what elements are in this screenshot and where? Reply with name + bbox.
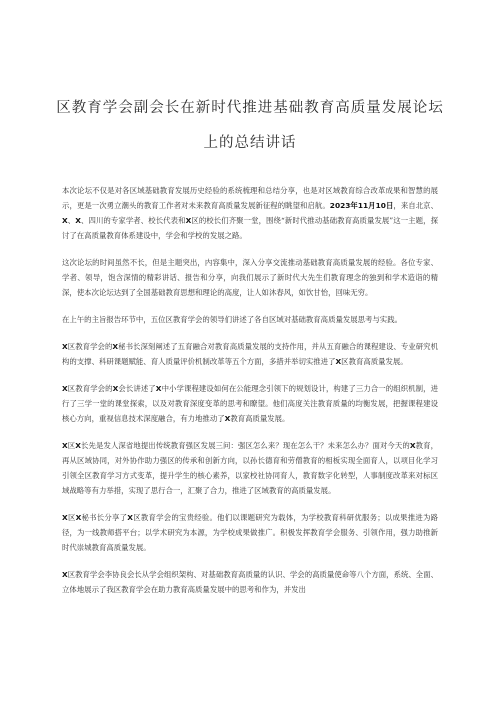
paragraph-text: 秘书长分享了: [81, 513, 128, 522]
paragraph-text: X: [62, 513, 68, 522]
paragraph-text: 区的校长们齐聚一堂，围绕“新时代推动基础教育高质量发展”这一主题，探讨了在高质量教育体系建设中，学会和学校的发展之路。: [62, 216, 438, 240]
paragraph-text: 中小学课程建设如何在公能理念引领下的规划设计，构建了三力合一的组织机制，进行了三学一堂的课堂探索，以及对教育深度变革的思考和瞭望。他们高度关注教育质量的均衡发展，把握课程建设核心方向，重视信息技术深度融合，有力地推动了: [62, 384, 438, 423]
paragraph-text: X: [62, 441, 68, 450]
paragraph-text: X: [224, 414, 231, 423]
paragraph-text: X: [62, 570, 68, 579]
paragraph-text: 长先是发人深省地提出传统教育强区发展三问：强区怎么来？现在怎么干？未来怎么办？面对今天的: [80, 441, 410, 450]
paragraph-text: X: [75, 441, 81, 450]
paragraph-text: 区教育高质量发展。: [341, 357, 408, 366]
body-paragraph: [62, 255, 438, 300]
body-paragraph: [62, 183, 438, 243]
paragraph-text: 区: [67, 513, 76, 522]
paragraph-text: 2023年11月10日: [329, 201, 394, 210]
document-title-line-1: 区教育学会副会长在新时代推进基础教育高质量发展论坛: [56, 100, 444, 116]
paragraph-text: X: [112, 342, 119, 351]
paragraph-text: 教育，再从区域协同，对外协作助力强区的传承和创新方向，以孙长德育和劳僧教育的相板实现全面育人，以项目化学习引领全区教育学习方式变革，提升学生的核心素养，以家校社协同育人，教育数字化转型，人事制度改革来对标区域战略等有力举措，实现了思行合一，汇聚了合力，推进了区域教育的高质量发展。: [62, 441, 438, 495]
document-body: [62, 183, 438, 609]
paragraph-text: X: [75, 513, 82, 522]
paragraph-text: 区教育学会李协良会长从学会组织架构、对基础教育高质量的认识、学会的高质量使命等八个方面，系统、全面、立体地展示了我区教育学会在助力教育高质量发展中的思考和作为，并发出: [62, 570, 438, 594]
paragraph-text: 秘书长深刻阐述了五育融合对教育高质量发展的支持作用，并从五育融合的课程建设、专业研究机构的支撑、科研课题赋能、育人质量评价机制改革等五个方面，多措并举切实推进了: [62, 342, 438, 366]
paragraph-text: X: [127, 513, 133, 522]
paragraph-text: X: [62, 216, 68, 225]
paragraph-text: X: [62, 384, 68, 393]
paragraph-text: ，来自北京、: [393, 201, 438, 210]
paragraph-text: 会长讲述了: [118, 384, 156, 393]
body-paragraph: [62, 438, 438, 498]
paragraph-text: 这次论坛的时间虽然不长，但是主题突出，内容集中，深入分享交流推动基础教育高质量发展的经验。各位专家、学者、领导，饱含深情的精彩讲话、报告和分享，向我们展示了新时代大先生们教育理念的独到和学术造诣的精深，使本次论坛达到了全国基础教育思想和理论的高度，让人如沐春风，如饮甘怡，回味无穷。: [62, 258, 438, 297]
paragraph-text: 教育高质量发展。: [230, 414, 290, 423]
paragraph-text: 在上午的主旨报告环节中，五位区教育学会的领导们讲述了各自区域对基础教育高质量发展思考与实践。: [62, 315, 402, 324]
paragraph-text: 、四川的专家学者、校长代表和: [80, 216, 186, 225]
body-paragraph: [62, 381, 438, 426]
body-paragraph: [62, 339, 438, 369]
document-title-line-2: 上的总结讲话: [203, 135, 297, 151]
paragraph-text: 、: [67, 216, 76, 225]
paragraph-text: X: [335, 357, 342, 366]
paragraph-text: X: [185, 216, 192, 225]
paragraph-text: X: [75, 216, 81, 225]
body-paragraph: [62, 312, 438, 327]
paragraph-text: 区教育学会的宝贵经验。他们以课题研究为载体，为学校教育科研优服务；以成果推进为路径，为一线教师搭平台；以学术研究为本源，为学校成果做推广。积极发挥教育学会服务、引领作用，强力助推新时代崇城教育高质量发展。: [62, 513, 438, 552]
paragraph-text: 区: [67, 441, 76, 450]
paragraph-text: X: [155, 384, 162, 393]
body-paragraph: [62, 567, 438, 597]
paragraph-text: X: [409, 441, 416, 450]
paragraph-text: 本次论坛不仅是对各区域基础教育发展历史经验的系统梳理和总结分享，也是对区域教育综合改革成果和智慧的展示，更是一次勇立潮头的教育工作者对未来教育高质量发展新征程的眺望和启航。: [62, 186, 438, 210]
paragraph-text: 区教育学会的: [67, 384, 113, 393]
body-paragraph: [62, 510, 438, 555]
paragraph-text: 区教育学会的: [67, 342, 113, 351]
paragraph-text: X: [112, 384, 119, 393]
paragraph-text: X: [62, 342, 68, 351]
